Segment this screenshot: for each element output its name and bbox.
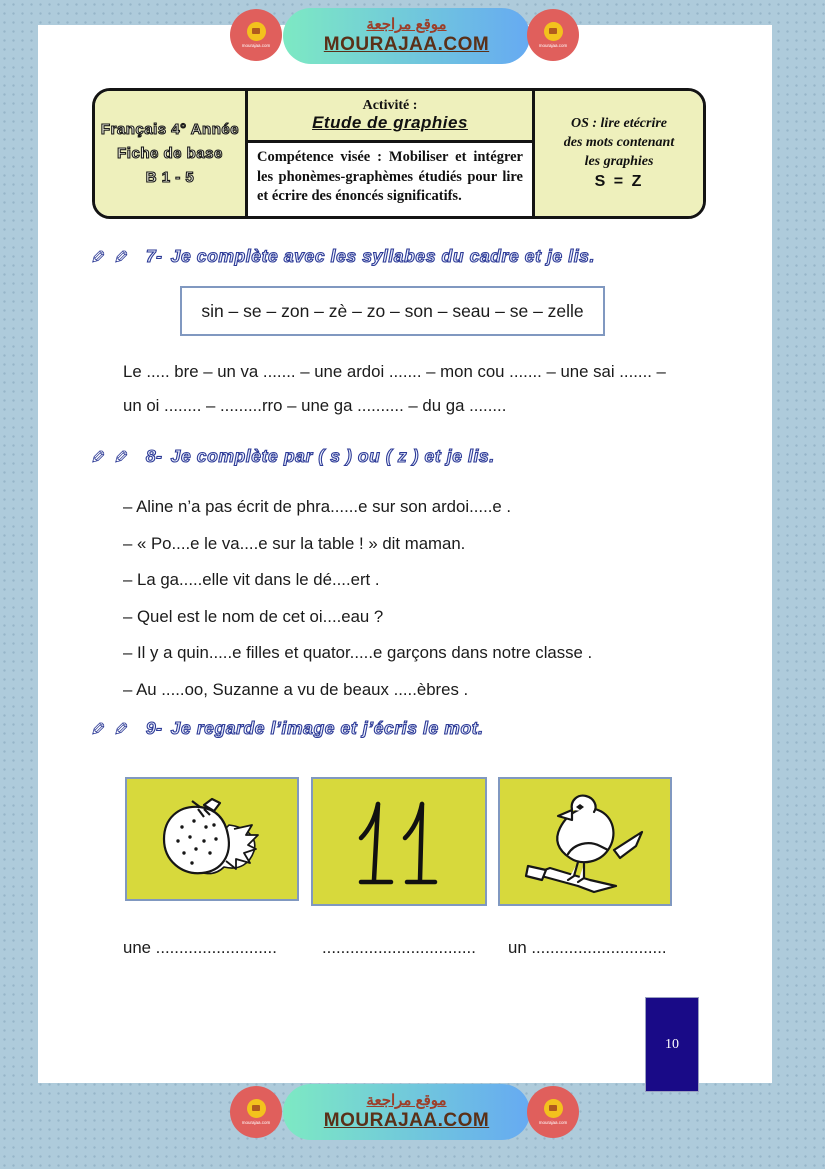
exercise9-title: Je regarde l’image et j’écris le mot. <box>170 718 484 738</box>
competence-text: Compétence visée : Mobiliser et intégrer les phonèmes-graphèmes étudiés pour lire et écrire des énoncés significatifs. <box>248 143 532 216</box>
sentence: – Il y a quin.....e filles et quator.....e garçons dans notre classe . <box>123 643 593 663</box>
exercise8-title: Je complète par ( s ) ou ( z ) et je lis. <box>170 446 495 466</box>
objective-line: les graphies <box>584 154 654 169</box>
activity-label: Activité : <box>362 98 418 114</box>
fill-line: Le ..... bre – un va ....... – une ardoi ....... – mon cou ....... – une sai ....... – <box>123 362 666 381</box>
exercise7-title: Je complète avec les syllabes du cadre et je lis. <box>170 246 595 266</box>
exercise7-number: 7- <box>145 246 163 266</box>
exercise8-heading <box>90 446 495 470</box>
graphies-equation: S = Z <box>594 173 644 190</box>
exercise9-heading <box>90 718 484 742</box>
answer-blank-middle: ................................. <box>322 938 476 957</box>
objective-line: OS : lire etécrire <box>570 116 668 131</box>
exercise8-sentences <box>123 489 592 709</box>
badge-label: mourajaa.com <box>241 42 271 48</box>
badge-label: mourajaa.com <box>538 42 568 48</box>
sentence: – « Po....e le va....e sur la table ! » dit maman. <box>123 533 466 553</box>
activity-title: Etude de graphies <box>312 112 468 132</box>
image-card-strawberry <box>125 777 299 901</box>
course-cell <box>95 91 248 216</box>
site-title-arabic: موقع مراجعة <box>366 1092 447 1110</box>
pencil-icon: ✎ <box>90 248 106 269</box>
site-logo-badge <box>527 9 579 61</box>
objective-cell <box>532 91 703 216</box>
sheet-type: Fiche de base <box>117 145 223 162</box>
answer-blank-un: un ............................. <box>508 938 667 957</box>
site-title-latin: MOURAJAA.COM <box>323 33 490 55</box>
pencil-icon: ✎ <box>112 720 129 741</box>
number-11-icon <box>339 792 459 892</box>
site-title-arabic: موقع مراجعة <box>366 16 447 34</box>
header-brand-banner <box>283 8 530 64</box>
fill-line: un oi ........ – .........rro – une ga .......... – du ga ........ <box>123 396 507 415</box>
exercise8-number: 8- <box>145 446 163 466</box>
pencil-icon: ✎ <box>90 448 106 469</box>
footer-brand-banner <box>283 1084 530 1140</box>
site-logo-badge <box>230 1086 282 1138</box>
site-logo-badge <box>230 9 282 61</box>
book-icon <box>544 22 563 41</box>
book-icon <box>247 22 266 41</box>
site-title-latin: MOURAJAA.COM <box>323 1109 490 1131</box>
image-card-eleven <box>311 777 487 906</box>
pencil-icon: ✎ <box>112 248 129 269</box>
exercise9-number: 9- <box>145 718 163 738</box>
answer-blank-une: une .......................... <box>123 938 277 957</box>
sheet-code: B 1 - 5 <box>145 169 195 186</box>
sentence: – Quel est le nom de cet oi....eau ? <box>123 606 384 626</box>
sentence: – La ga.....elle vit dans le dé....ert . <box>123 570 380 590</box>
book-icon <box>544 1099 563 1118</box>
activity-cell <box>248 91 532 216</box>
strawberry-icon <box>148 791 276 887</box>
book-icon <box>247 1099 266 1118</box>
course-name: Français 4° Année <box>100 121 240 138</box>
bird-icon <box>520 788 650 896</box>
lesson-info-table <box>92 88 706 219</box>
pencil-icon: ✎ <box>90 720 106 741</box>
pencil-icon: ✎ <box>112 448 129 469</box>
page-number: 10 <box>645 997 699 1092</box>
exercise7-heading <box>90 246 595 270</box>
image-card-bird <box>498 777 672 906</box>
sentence: – Au .....oo, Suzanne a vu de beaux .....èbres . <box>123 679 469 699</box>
sentence: – Aline n’a pas écrit de phra......e sur son ardoi.....e . <box>123 497 512 516</box>
badge-label: mourajaa.com <box>241 1119 271 1125</box>
objective-line: des mots contenant <box>563 135 675 150</box>
site-logo-badge <box>527 1086 579 1138</box>
activity-header <box>248 91 532 143</box>
syllables-frame: sin – se – zon – zè – zo – son – seau – se – zelle <box>180 286 605 336</box>
badge-label: mourajaa.com <box>538 1119 568 1125</box>
